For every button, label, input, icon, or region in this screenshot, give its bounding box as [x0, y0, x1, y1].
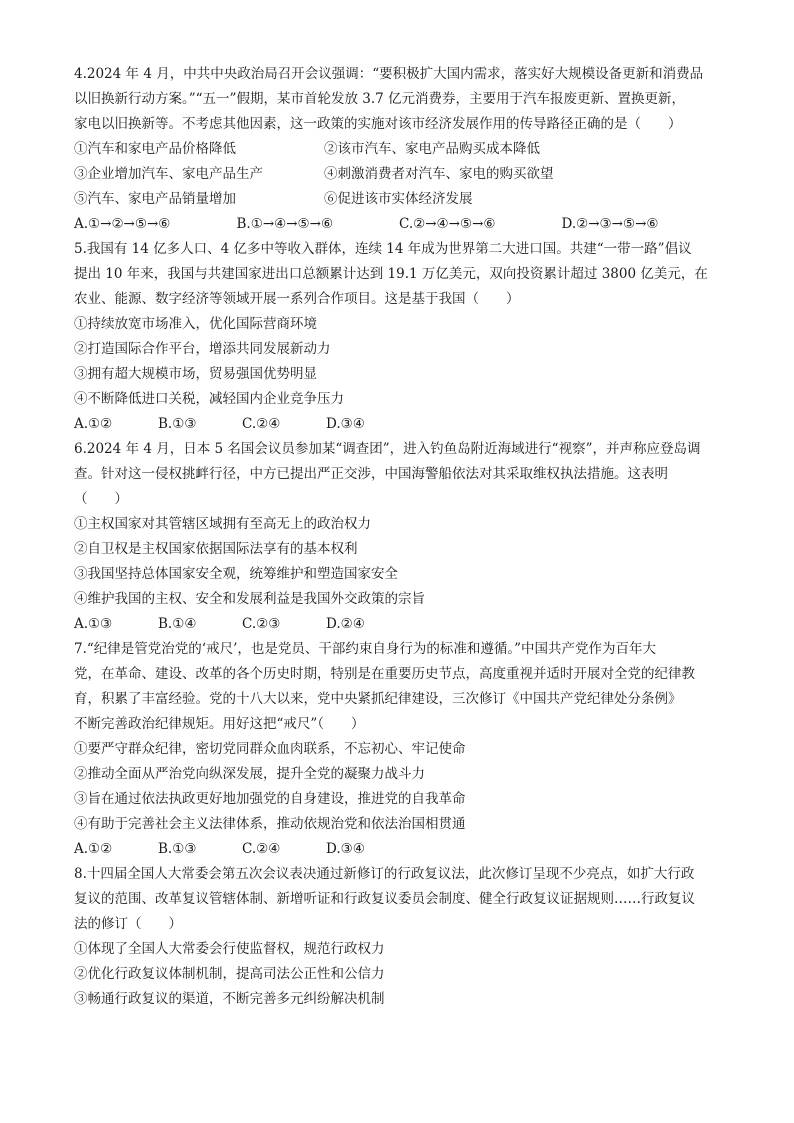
option-a: A.①② — [74, 841, 113, 857]
question-stem-line: 不断完善政治纪律规矩。用好这把“戒尺”（ ） — [74, 716, 365, 732]
option-d: D.③④ — [326, 841, 365, 857]
statement-1: ①主权国家对其管辖区域拥有至高无上的政治权力 — [74, 516, 371, 532]
statement-4: ④有助于完善社会主义法律体系，推动依规治党和依法治国相贯通 — [74, 816, 466, 832]
option-c: C.②④ — [242, 841, 281, 857]
statement-1: ①体现了全国人大常委会行使监督权，规范行政权力 — [74, 941, 385, 957]
statement-3: ③我国坚持总体国家安全观，统筹维护和塑造国家安全 — [74, 566, 398, 582]
question-stem-line: 农业、能源、数字经济等领域开展一系列合作项目。这是基于我国（ ） — [74, 291, 520, 307]
question-stem-line: 党，在革命、建设、改革的各个历史时期，特别是在重要历史节点，高度重视并适时开展对全党的纪律教 — [74, 666, 695, 682]
question-stem-line: 7.“纪律是管党治党的‘戒尺’，也是党员、干部约束自身行为的标准和遵循。”中国共产党作为百年大 — [74, 641, 657, 657]
question-6 — [74, 437, 724, 637]
question-stem-line: （ ） — [74, 491, 128, 507]
question-5 — [74, 237, 724, 437]
statement-2: ②优化行政复议体制机制，提高司法公正性和公信力 — [74, 966, 385, 982]
option-b: B.①③ — [158, 416, 197, 432]
question-7 — [74, 637, 724, 862]
question-stem-line: 8.十四届全国人大常委会第五次会议表决通过新修订的行政复议法，此次修订呈现不少亮点，如扩大行政 — [74, 866, 695, 882]
option-c: C.②③ — [242, 616, 281, 632]
statement-1: ①汽车和家电产品价格降低 — [74, 141, 236, 157]
option-b: B.①③ — [158, 841, 197, 857]
options-row — [74, 212, 724, 237]
option-c: C.②④ — [242, 416, 281, 432]
statement-2: ②自卫权是主权国家依据国际法享有的基本权利 — [74, 541, 358, 557]
question-4 — [74, 62, 724, 237]
statement-2: ②打造国际合作平台，增添共同发展新动力 — [74, 341, 331, 357]
statement-5: ⑤汽车、家电产品销量增加 — [74, 191, 236, 207]
statement-1: ①持续放宽市场准入，优化国际营商环境 — [74, 316, 317, 332]
option-b: B.①→④→⑤→⑥ — [236, 216, 334, 232]
option-b: B.①④ — [158, 616, 197, 632]
question-stem-line: 家电以旧换新等。不考虑其他因素，这一政策的实施对该市经济发展作用的传导路径正确的是（ ） — [74, 116, 682, 132]
statement-4: ④维护我国的主权、安全和发展利益是我国外交政策的宗旨 — [74, 591, 425, 607]
question-stem-line: 提出 10 年来，我国与共建国家进出口总额累计达到 19.1 万亿美元，双向投资累计超过 3800 亿美元，在 — [74, 266, 708, 282]
question-stem-line: 查。针对这一侵权挑衅行径，中方已提出严正交涉，中国海警船依法对其采取维权执法措施。这表明 — [74, 466, 668, 482]
statement-1: ①要严守群众纪律，密切党同群众血肉联系，不忘初心、牢记使命 — [74, 741, 466, 757]
options-row — [74, 837, 724, 862]
statement-3: ③拥有超大规模市场，贸易强国优势明显 — [74, 366, 317, 382]
question-stem-line: 4.2024 年 4 月，中共中央政治局召开会议强调：“要积极扩大国内需求，落实好大规模设备更新和消费品 — [74, 66, 704, 82]
statement-4: ④不断降低进口关税，减轻国内企业竞争压力 — [74, 391, 344, 407]
question-stem-line: 5.我国有 14 亿多人口、4 亿多中等收入群体，连续 14 年成为世界第二大进口国。共建“一带一路”倡议 — [74, 241, 692, 257]
statement-2: ②推动全面从严治党向纵深发展，提升全党的凝聚力战斗力 — [74, 766, 425, 782]
statement-6: ⑥促进该市实体经济发展 — [324, 191, 473, 207]
statement-2: ②该市汽车、家电产品购买成本降低 — [324, 141, 540, 157]
option-a: A.①→②→⑤→⑥ — [74, 216, 171, 232]
question-stem-line: 6.2024 年 4 月，日本 5 名国会议员参加某“调查团”，进入钓鱼岛附近海域进行“视察”，并声称应登岛调 — [74, 441, 701, 457]
option-c: C.②→④→⑤→⑥ — [399, 216, 496, 232]
statement-3: ③企业增加汽车、家电产品生产 — [74, 166, 263, 182]
statement-3: ③旨在通过依法执政更好地加强党的自身建设，推进党的自我革命 — [74, 791, 466, 807]
statement-4: ④刺激消费者对汽车、家电的购买欲望 — [324, 166, 554, 182]
question-stem-line: 育，积累了丰富经验。党的十八大以来，党中央紧抓纪律建设，三次修订《中国共产党纪律处分条例》 — [74, 691, 682, 707]
question-stem-line: 以旧换新行动方案。”“五一”假期，某市首轮发放 3.7 亿元消费券，主要用于汽车报废更新、置换更新， — [74, 91, 686, 107]
option-a: A.①③ — [74, 616, 113, 632]
statement-row — [74, 137, 724, 162]
option-d: D.②→③→⑤→⑥ — [561, 216, 659, 232]
options-row — [74, 612, 724, 637]
option-d: D.②④ — [326, 616, 365, 632]
question-stem-line: 复议的范围、改革复议管辖体制、新增听证和行政复议委员会制度、健全行政复议证据规则……行政复议 — [74, 891, 695, 907]
options-row — [74, 412, 724, 437]
option-d: D.③④ — [326, 416, 365, 432]
question-stem-line: 法的修订（ ） — [74, 916, 182, 932]
option-a: A.①② — [74, 416, 113, 432]
exam-page — [74, 62, 724, 1012]
question-8 — [74, 862, 724, 1012]
statement-row — [74, 162, 724, 187]
statement-row — [74, 187, 724, 212]
statement-3: ③畅通行政复议的渠道，不断完善多元纠纷解决机制 — [74, 991, 385, 1007]
